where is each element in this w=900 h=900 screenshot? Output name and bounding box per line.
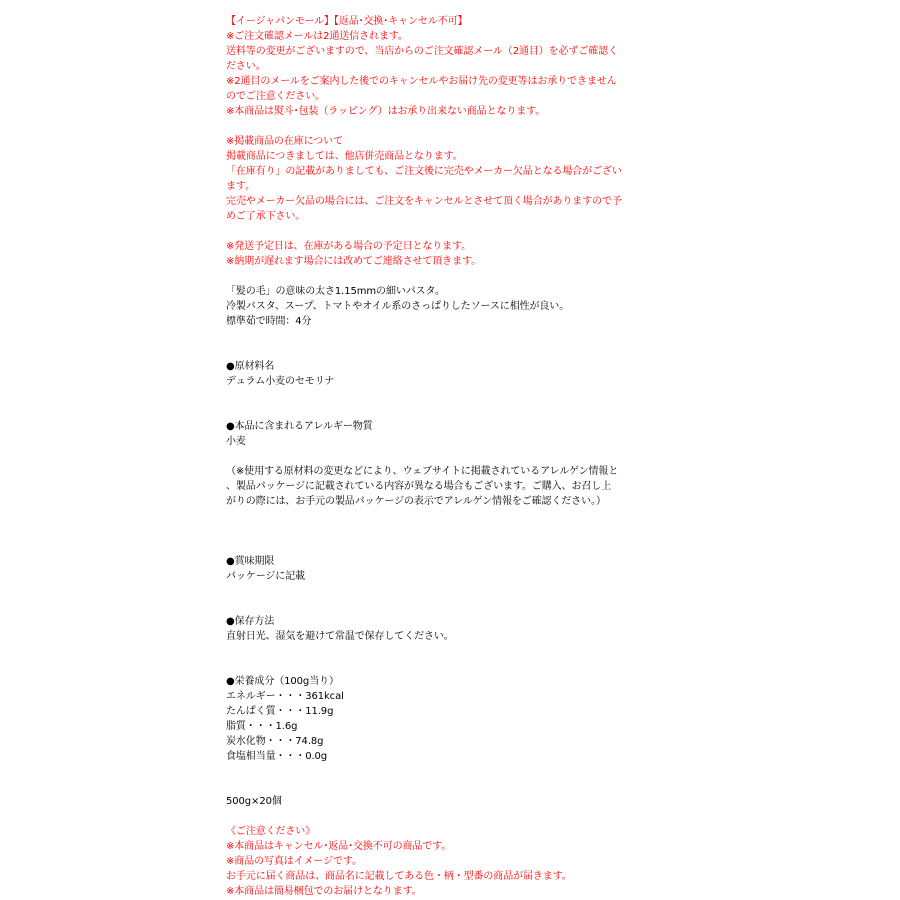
spacer — [226, 539, 656, 554]
spacer — [226, 509, 656, 539]
notice-line: ※2通目のメールをご案内した後でのキャンセルやお届け先の変更等はお承りできません — [226, 76, 617, 87]
notice-line: 送料等の変更がございますので、当店からのご注文確認メール（2通目）を必ずご確認く — [226, 46, 618, 57]
ingredients-heading: ●原材料名 — [226, 361, 275, 372]
best-before-heading: ●賞味期限 — [226, 556, 275, 567]
nutrition-section — [226, 674, 656, 764]
nutrition-heading: ●栄養成分（100g当り） — [226, 676, 339, 687]
nutrition-row: たんぱく質・・・11.9g — [226, 706, 334, 717]
notice-line: ださい。 — [226, 61, 266, 72]
best-before-section — [226, 554, 656, 584]
stock-notice-line: 掲載商品につきましては、他店併売商品となります。 — [226, 151, 463, 162]
spacer — [226, 809, 656, 824]
spacer — [226, 584, 656, 614]
description-line: 冷製パスタ、スープ、トマトやオイル系のさっぱりしたソースに相性が良い。 — [226, 301, 570, 312]
allergens-section — [226, 419, 656, 509]
best-before-value: パッケージに記載 — [226, 571, 305, 582]
nutrition-row: 脂質・・・1.6g — [226, 721, 298, 732]
spacer — [226, 269, 656, 284]
notice-line: 【イージャパンモール】【返品･交換･キャンセル不可】 — [226, 16, 468, 27]
notice-line: のでご注意ください。 — [226, 91, 325, 102]
notice-bottom — [226, 824, 656, 899]
storage-value: 直射日光、湿気を避けて常温で保存してください。 — [226, 631, 454, 642]
spacer — [226, 764, 656, 794]
storage-heading: ●保存方法 — [226, 616, 275, 627]
allergens-note-line: （※使用する原材料の変更などにより、ウェブサイトに掲載されているアレルゲン情報と — [226, 466, 619, 477]
shipping-notice-line: ※発送予定日は、在庫がある場合の予定日となります。 — [226, 241, 472, 252]
nutrition-row: 食塩相当量・・・0.0g — [226, 751, 328, 762]
ingredients-value: デュラム小麦のセモリナ — [226, 376, 335, 387]
description-line: 「髪の毛」の意味の太さ1.15mmの細いパスタ。 — [226, 286, 445, 297]
allergens-value: 小麦 — [226, 436, 246, 447]
notice-line: ※本商品は熨斗･包装（ラッピング）はお承り出来ない商品となります。 — [226, 106, 546, 117]
spacer — [226, 119, 656, 134]
notice-bottom-line: ※本商品はキャンセル･返品･交換不可の商品です。 — [226, 841, 452, 852]
notice-line: ※ご注文確認メールは2通送信されます。 — [226, 31, 408, 42]
stock-notice-line: 「在庫有り」の記載がありましても、ご注文後に完売やメーカー欠品となる場合がござい — [226, 166, 622, 177]
stock-notice-line: 完売やメーカー欠品の場合には、ご注文をキャンセルとさせて頂く場合がありますので予 — [226, 196, 622, 207]
stock-notice — [226, 134, 656, 224]
shipping-notice — [226, 239, 656, 269]
spacer — [226, 329, 656, 359]
spacer — [226, 389, 656, 419]
product-description — [226, 14, 656, 899]
product-description-text — [226, 284, 656, 329]
nutrition-row: 炭水化物・・・74.8g — [226, 736, 324, 747]
shipping-notice-line: ※納期が遅れます場合には改めてご連絡させて頂きます。 — [226, 256, 481, 267]
spacer — [226, 224, 656, 239]
storage-section — [226, 614, 656, 644]
quantity-text: 500g×20個 — [226, 796, 282, 807]
allergens-heading: ●本品に含まれるアレルギー物質 — [226, 421, 373, 432]
allergens-note-line: 、製品パッケージに記載されている内容が異なる場合もございます。ご購入、お召し上 — [226, 481, 612, 492]
ingredients-section — [226, 359, 656, 389]
allergens-note-line: がりの際には、お手元の製品パッケージの表示でアレルゲン情報をご確認ください。） — [226, 496, 606, 507]
spacer — [226, 449, 656, 464]
stock-notice-line: ※掲載商品の在庫について — [226, 136, 343, 147]
nutrition-row: エネルギー・・・361kcal — [226, 691, 344, 702]
notice-bottom-line: ※本商品は簡易梱包でのお届けとなります。 — [226, 886, 422, 897]
notice-top — [226, 14, 656, 119]
spacer — [226, 644, 656, 674]
notice-bottom-line: ※商品の写真はイメージです。 — [226, 856, 362, 867]
description-line: 標準茹で時間：4分 — [226, 316, 312, 327]
stock-notice-line: めご了承下さい。 — [226, 211, 306, 222]
stock-notice-line: ます。 — [226, 181, 255, 192]
notice-bottom-line: 《ご注意ください》 — [226, 826, 316, 837]
notice-bottom-line: お手元に届く商品は、商品名に記載してある色・柄・型番の商品が届きます。 — [226, 871, 572, 882]
